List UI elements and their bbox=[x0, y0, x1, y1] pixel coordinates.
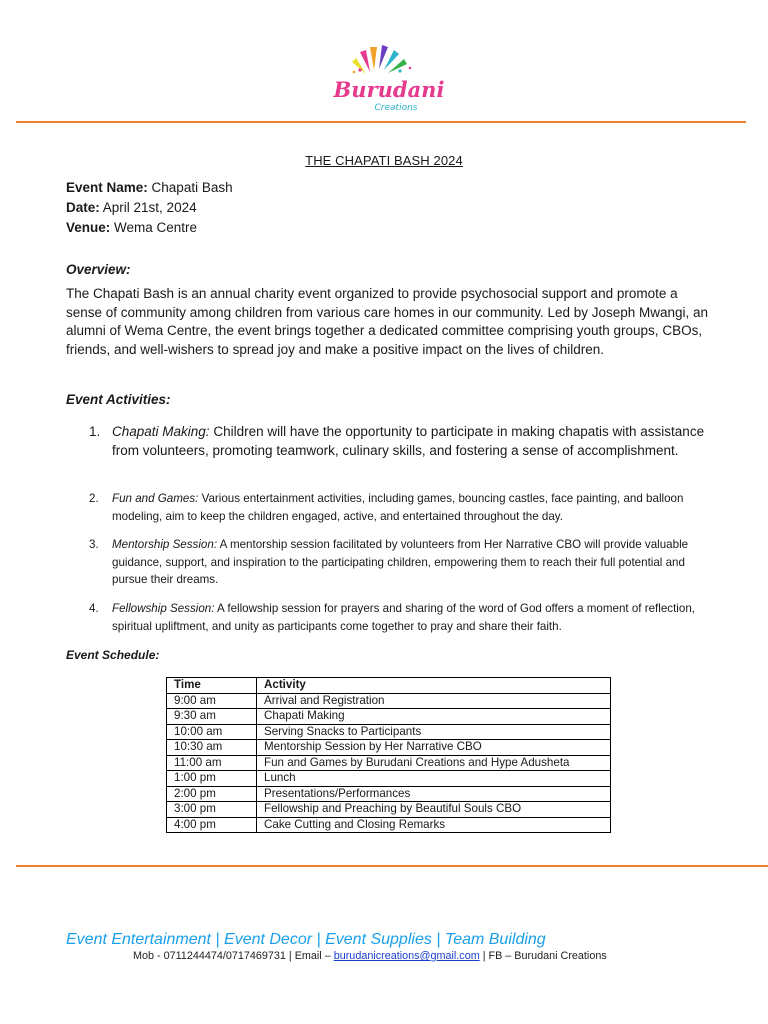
footer-contact bbox=[133, 950, 607, 962]
column-header-activity: Activity bbox=[257, 678, 611, 694]
event-venue-value: Wema Centre bbox=[114, 220, 198, 235]
activity-number: 4. bbox=[89, 602, 99, 615]
schedule-table bbox=[166, 677, 611, 833]
event-date-value: April 21st, 2024 bbox=[102, 200, 197, 215]
logo-subtext: Creations bbox=[374, 103, 418, 113]
table-row bbox=[167, 740, 611, 756]
footer-tagline: Event Entertainment | Event Decor | Event Supplies | Team Building bbox=[66, 931, 546, 948]
column-header-time: Time bbox=[167, 678, 257, 694]
logo-graphic bbox=[330, 42, 448, 120]
email-link[interactable]: burudanicreations@gmail.com bbox=[333, 950, 480, 962]
activity-description: A fellowship session for prayers and sharing of the word of God offers a moment of reflection, spiritual upliftment, and unity as participants come together to pray and share their faith. bbox=[112, 602, 696, 633]
activity-description: Various entertainment activities, including games, bouncing castles, face painting, and balloon modeling, aim to keep the children engaged, active, and entertained throughout the day. bbox=[112, 492, 684, 523]
time-cell: 11:00 am bbox=[167, 755, 257, 771]
brand-logo bbox=[330, 42, 448, 120]
activity-number: 1. bbox=[89, 424, 101, 439]
event-venue-label: Venue: bbox=[66, 220, 111, 235]
activity-cell: Presentations/Performances bbox=[257, 786, 611, 802]
table-row bbox=[167, 724, 611, 740]
activity-cell: Mentorship Session by Her Narrative CBO bbox=[257, 740, 611, 756]
activity-cell: Lunch bbox=[257, 771, 611, 787]
overview-heading: Overview: bbox=[66, 262, 131, 277]
event-name-line bbox=[66, 180, 233, 195]
activity-number: 2. bbox=[89, 492, 99, 505]
event-date-label: Date: bbox=[66, 200, 100, 215]
logo-wordmark: Burudani bbox=[333, 77, 445, 102]
table-row bbox=[167, 771, 611, 787]
activity-title: Fun and Games: bbox=[112, 492, 199, 505]
activity-cell: Fellowship and Preaching by Beautiful Souls CBO bbox=[257, 802, 611, 818]
time-cell: 2:00 pm bbox=[167, 786, 257, 802]
activity-cell: Cake Cutting and Closing Remarks bbox=[257, 817, 611, 833]
table-row bbox=[167, 709, 611, 725]
event-date-line bbox=[66, 200, 197, 215]
activity-cell: Arrival and Registration bbox=[257, 693, 611, 709]
activity-cell: Serving Snacks to Participants bbox=[257, 724, 611, 740]
logo-rays bbox=[352, 45, 411, 74]
contact-facebook: | FB – Burudani Creations bbox=[479, 950, 607, 962]
table-row bbox=[167, 693, 611, 709]
time-cell: 1:00 pm bbox=[167, 771, 257, 787]
event-name-label: Event Name: bbox=[66, 180, 148, 195]
activity-cell: Fun and Games by Burudani Creations and Hype Adusheta bbox=[257, 755, 611, 771]
time-cell: 3:00 pm bbox=[167, 802, 257, 818]
event-name-value: Chapati Bash bbox=[151, 180, 233, 195]
overview-paragraph: The Chapati Bash is an annual charity event organized to provide psychosocial support and promote a sense of community among children from various care homes in our community. Led by Joseph Mwangi, an alumni of Wema Centre, the event brings together a dedicated committee comprising youth groups, CBOs, friends, and well-wishers to spread joy and make a positive impact on the lives of children. bbox=[66, 286, 709, 357]
activity-description: A mentorship session facilitated by volunteers from Her Narrative CBO will provide valuable guidance, support, and inspiration to the participating children, empowering them to reach their full potential and pursue their dreams. bbox=[112, 538, 689, 587]
contact-phone: Mob - 0711244474/0717469731 | Email – bbox=[133, 950, 334, 962]
event-venue-line bbox=[66, 220, 197, 235]
time-cell: 9:30 am bbox=[167, 709, 257, 725]
footer-divider bbox=[16, 865, 768, 867]
time-cell: 10:00 am bbox=[167, 724, 257, 740]
table-row bbox=[167, 802, 611, 818]
activity-cell: Chapati Making bbox=[257, 709, 611, 725]
activities-heading: Event Activities: bbox=[66, 392, 171, 407]
time-cell: 10:30 am bbox=[167, 740, 257, 756]
activity-title: Fellowship Session: bbox=[112, 602, 215, 615]
document-title: THE CHAPATI BASH 2024 bbox=[305, 153, 463, 168]
table-row bbox=[167, 786, 611, 802]
table-header-row bbox=[167, 678, 611, 694]
time-cell: 9:00 am bbox=[167, 693, 257, 709]
activity-title: Mentorship Session: bbox=[112, 538, 218, 551]
table-row bbox=[167, 817, 611, 833]
activity-number: 3. bbox=[89, 538, 99, 551]
schedule-heading: Event Schedule: bbox=[66, 648, 160, 662]
table-row bbox=[167, 755, 611, 771]
header-divider bbox=[16, 121, 746, 123]
time-cell: 4:00 pm bbox=[167, 817, 257, 833]
activity-description: Children will have the opportunity to participate in making chapatis with assistance from volunteers, promoting teamwork, culinary skills, and fostering a sense of accomplishment. bbox=[112, 424, 705, 458]
activity-title: Chapati Making: bbox=[112, 424, 210, 439]
